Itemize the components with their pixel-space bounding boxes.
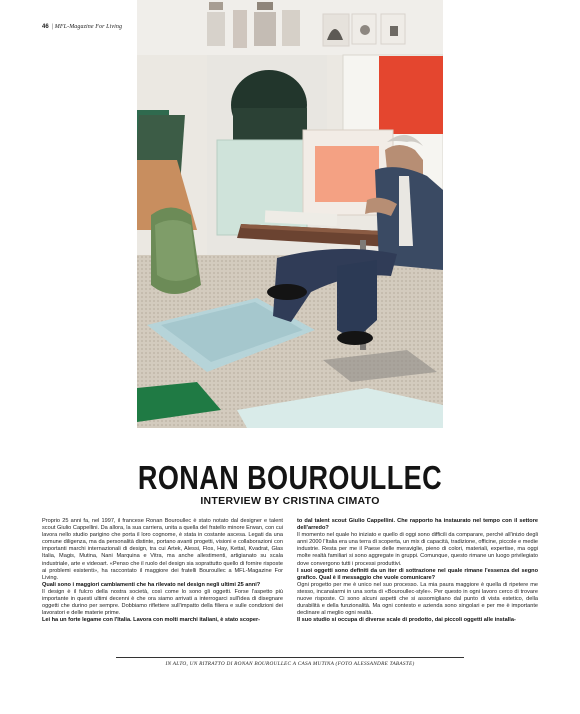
page-number: 46 [42,24,49,30]
answer-3: Ogni progetto per me è unico nel suo processo. La mia paura maggiore è quella di ripetere me stesso, incanalarmi in una sorta di «Bouroullec-style». Per questo in ogni lavoro cerco di trovare nuove risposte. Ci sono alcuni aspetti che si assomigliano dal punto di vista estetico, della durabilità e della funzionalità. Ma ogni contesto e azienda sono singolari e per me è importante declinare al meglio ogni realtà. [297,581,538,617]
answer-2: Il momento nel quale ho iniziato e quello di oggi sono difficili da comparare, perché all'inizio degli anni 2000 l'Italia era una terra di scoperta, un mix di capacità, tradizione, officine, piccole e medie industrie. Resta per me il Paese delle meraviglie, pieno di colori, materiali, expertise, ma oggi molte realtà familiari si sono aggregate in gruppi. Comunque, questo rimane un luogo privilegiato dove convergono tutti i processi produttivi. [297,532,538,567]
folio-separator: | [51,24,54,30]
question-1: Quali sono i maggiori cambiamenti che ha rilevato nel design negli ultimi 25 anni? [42,581,261,588]
body-column-1 [42,518,283,648]
body-column-2 [297,518,538,648]
magazine-name: MFL-Magazine For Living [54,24,123,30]
question-4: Il suo studio si occupa di diverse scale di prodotto, dai piccoli oggetti alle installa- [297,617,516,624]
question-2-continued: to dal talent scout Giulio Cappellini. Che rapporto ha instaurato nel tempo con il settore dell'arredo? [297,518,538,532]
question-2: Lei ha un forte legame con l'Italia. Lavora con molti marchi italiani, è stato scoper- [42,617,260,624]
photo-caption: IN ALTO, UN RITRATTO DI RONAN BOUROULLEC A CASA MUTINA (FOTO ALESSANDRE TABASTE) [165,661,415,667]
article-byline: INTERVIEW BY CRISTINA CIMATO [200,495,380,507]
question-3: I suoi oggetti sono definiti da un iter di sottrazione nel quale rimane l'essenza del segno grafico. Qual è il messaggio che vuole comunicare? [297,567,538,581]
photo-illustration [137,0,443,428]
page-folio [42,24,122,30]
article-body [42,518,538,648]
answer-1: Il design è il fulcro della nostra società, così come lo sono gli oggetti. Forse l'aspetto più importante in questi ultimi decenni è che ora siamo arrivati a interrogarci sull'idea di disegnare oggetti che durino per sempre. Dobbiamo riflettere sull'impatto della filiera e sulle condizioni dei lavoratori e delle materie prime. [42,588,283,617]
caption-divider [116,657,464,658]
portrait-photo [137,0,443,428]
paragraph-intro: Proprio 25 anni fa, nel 1997, il francese Ronan Bouroullec è stato notato dal designer e talent scout Giulio Cappellini. Da allora, la sua carriera, unita a quella del fratello minore Erwan, con cui lavora nello studio parigino che porta il loro cognome, è stata in costante ascesa. Legati da una comune diligenza, ma da personalità distinte, portano avanti progetti, visioni e collaborazioni con importanti marchi internazionali di design, tra cui Artek, Alessi, Flos, Hay, Kettal, Kvadrat, Glas Italia, Magis, Mutina, Nani Marquina e Vitra, ma anche allestimenti, artigianato su scala industriale, arte e videoart. «Penso che il ruolo del design sia soprattutto quello di fornire risposte ai problemi esistenti», ha raccontato il maggiore dei fratelli Bouroullec a MFL-Magazine For Living. [42,518,283,581]
article-title: RONAN BOUROULLEC [137,459,443,496]
